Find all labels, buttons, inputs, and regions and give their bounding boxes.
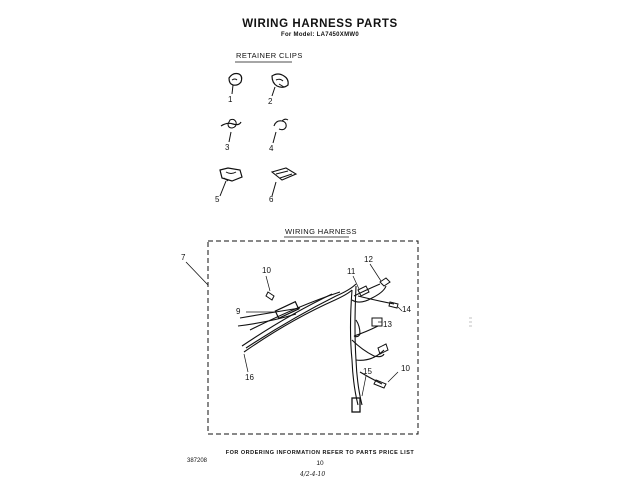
model-subtitle: For Model: LA7450XMW0 — [281, 32, 359, 38]
callout-13: 13 — [383, 320, 392, 329]
callout-10-bottom: 10 — [401, 364, 410, 373]
callout-7: 7 — [181, 253, 186, 262]
retainer-clip-3 — [221, 119, 241, 142]
retainer-clips-title: RETAINER CLIPS — [236, 51, 303, 60]
harness-connector-10-bottom — [374, 372, 398, 388]
callout-5: 5 — [215, 195, 220, 204]
harness-connector-lower — [378, 344, 388, 354]
callout-9: 9 — [236, 307, 241, 316]
callout-6: 6 — [269, 195, 274, 204]
callout-15: 15 — [363, 367, 372, 376]
retainer-clip-6 — [272, 168, 296, 196]
harness-dashed-box — [208, 241, 418, 434]
page-title: WIRING HARNESS PARTS — [242, 18, 398, 30]
handwritten-note: 4/2-4-10 — [300, 471, 326, 478]
callout-1: 1 — [228, 95, 233, 104]
retainer-clip-5 — [220, 168, 242, 196]
callout-16: 16 — [245, 373, 254, 382]
retainer-clip-4 — [273, 119, 288, 143]
callout-11: 11 — [347, 267, 356, 276]
callout-14: 14 — [402, 305, 411, 314]
callout-2: 2 — [268, 97, 273, 106]
harness-connector-12 — [370, 264, 390, 286]
callout-3: 3 — [225, 143, 230, 152]
callout-12: 12 — [364, 255, 373, 264]
retainer-clip-1 — [229, 74, 242, 95]
harness-connector-10-top — [266, 276, 274, 300]
ordering-note: FOR ORDERING INFORMATION REFER TO PARTS PRICE LIST — [225, 450, 415, 456]
callout-4: 4 — [269, 144, 274, 153]
document-number: 387208 — [187, 458, 208, 464]
callout-10-top: 10 — [262, 266, 271, 275]
wiring-harness — [238, 284, 394, 405]
wiring-harness-title: WIRING HARNESS — [285, 227, 357, 236]
harness-connector-13 — [372, 318, 382, 326]
scan-marks — [469, 318, 472, 326]
retainer-clip-2 — [272, 74, 288, 96]
page-number: 10 — [316, 460, 324, 467]
